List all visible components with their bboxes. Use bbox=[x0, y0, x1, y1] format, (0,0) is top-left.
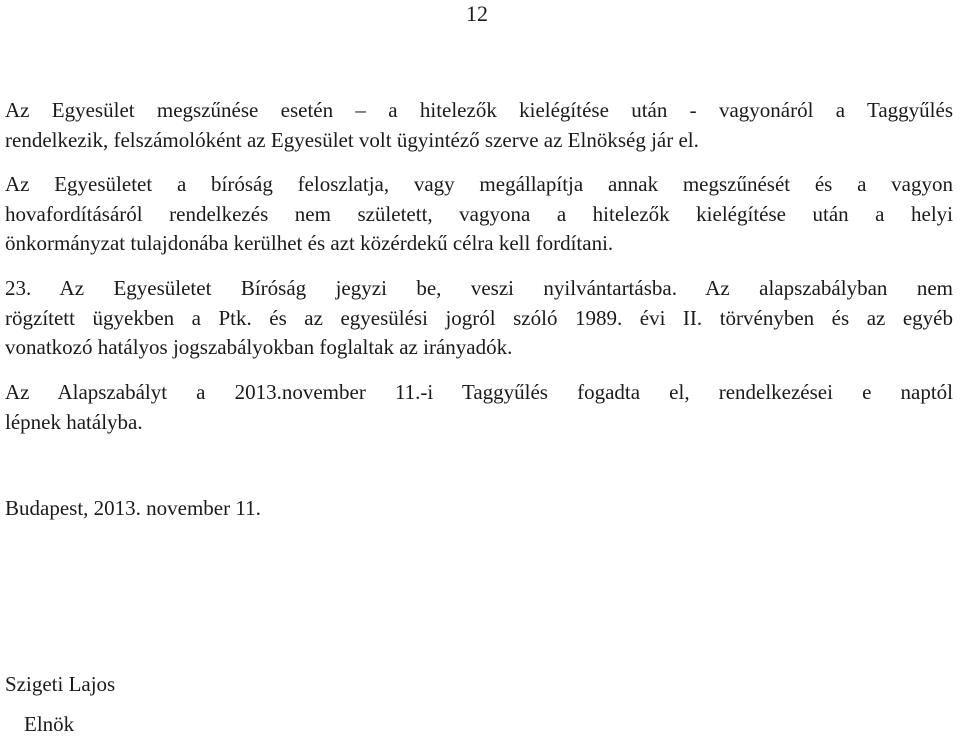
signatory-title: Elnök bbox=[24, 712, 75, 736]
paragraph-dissolution bbox=[5, 96, 953, 155]
text-line: rendelkezik, felszámolóként az Egyesület volt ügyintéző szerve az Elnökség jár el. bbox=[5, 127, 699, 152]
text-line: Az Alapszabályt a 2013.november 11.-i Taggyűlés fogadta el, rendelkezései e naptól bbox=[5, 380, 953, 404]
text-line: 23. Az Egyesületet Bíróság jegyzi be, veszi nyilvántartásba. Az alapszabályban nem bbox=[5, 276, 953, 300]
paragraph-court-dissolution bbox=[5, 170, 953, 259]
text-line: rögzített ügyekben a Ptk. és az egyesülési jogról szóló 1989. évi II. törvényben és az egyéb bbox=[5, 305, 953, 330]
text-line: Az Egyesület megszűnése esetén – a hitelezők kielégítése után - vagyonáról a Taggyűlés bbox=[5, 98, 953, 122]
page-number: 12 bbox=[466, 1, 488, 26]
text-line: önkormányzat tulajdonába kerülhet és azt közérdekű célra kell fordítani. bbox=[5, 231, 614, 255]
paragraph-section-23 bbox=[5, 274, 953, 363]
text-line: vonatkozó hatályos jogszabályokban foglaltak az irányadók. bbox=[5, 335, 513, 359]
signatory-name: Szigeti Lajos bbox=[5, 672, 116, 696]
text-line: hovafordításáról rendelkezés nem született, vagyona a hitelezők kielégítése után a helyi bbox=[5, 201, 953, 226]
paragraph-adoption bbox=[5, 378, 953, 437]
text-line: lépnek hatályba. bbox=[5, 409, 143, 434]
text-line: Az Egyesületet a bíróság feloszlatja, vagy megállapítja annak megszűnését és a vagyon bbox=[5, 172, 953, 196]
place-and-date: Budapest, 2013. november 11. bbox=[5, 496, 261, 520]
